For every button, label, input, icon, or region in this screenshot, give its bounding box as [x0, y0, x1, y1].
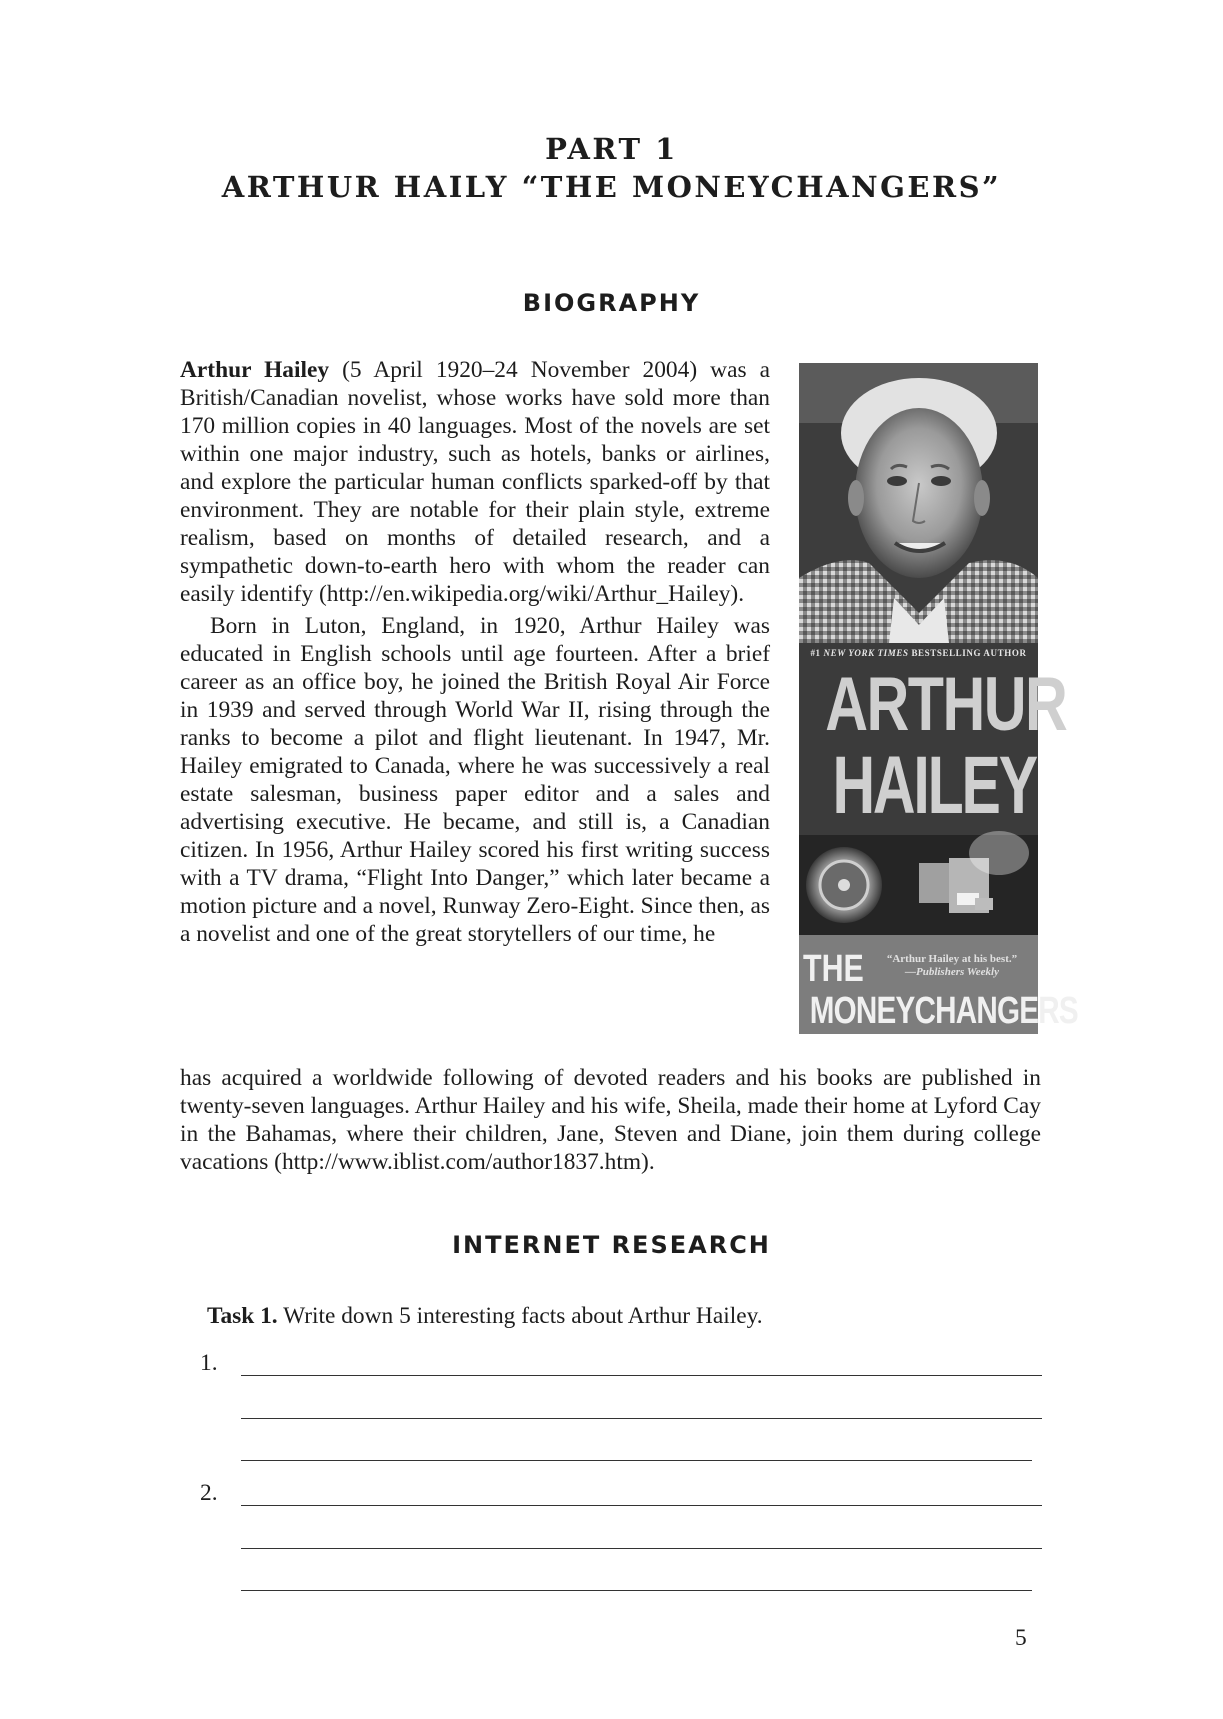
cover-quote-source: —Publishers Weekly	[904, 966, 999, 978]
page-number: 5	[1015, 1625, 1027, 1651]
task-text: Write down 5 interesting facts about Arthur Hailey.	[277, 1303, 763, 1329]
book-title-heading: ARTHUR HAILY “THE MONEYCHANGERS”	[221, 170, 1002, 204]
answer-line[interactable]	[241, 1505, 1042, 1506]
biography-column	[180, 356, 770, 948]
biography-paragraph-1-text: (5 April 1920–24 November 2004) was a British/Canadian novelist, whose works have sold more than 170 million copies in 40 languages. Most of the novels are set within one major industry, such as hotels, banks or airlines, and explore the particular human conflicts sparked-off by that environment. They are notable for their plain style, extreme realism, based on months of detailed research, and a sympathetic down-to-earth hero with whom the reader can easily identify (http://en.wikipedia.org/wiki/Arthur_Hailey).	[180, 357, 770, 607]
cover-quote-text: “Arthur Hailey at his best.”	[886, 953, 1018, 965]
cover-tagline-number: #1	[810, 648, 821, 658]
internet-research-heading: INTERNET RESEARCH	[452, 1231, 771, 1259]
cover-author-first-name: ARTHUR	[825, 662, 1067, 747]
answer-number: 2.	[200, 1480, 218, 1506]
biography-paragraph-2-continued: has acquired a worldwide following of devoted readers and his books are published in twenty-seven languages. Arthur Hailey and his wife, Sheila, made their home at Lyford Cay in the Bahamas, where their children, Jane, Steven and Diane, join them during college vacations (http://www.iblist.com/author1837.htm).	[180, 1065, 1041, 1175]
cover-tagline-rest: BESTSELLING AUTHOR	[911, 648, 1027, 658]
cover-tagline	[799, 648, 1038, 658]
answer-block-1	[200, 1348, 1042, 1378]
cover-author-last-name: HAILEY	[832, 740, 1037, 831]
cover-title-the: THE	[803, 948, 864, 990]
answer-line[interactable]	[241, 1460, 1032, 1461]
answer-line[interactable]	[241, 1590, 1032, 1591]
answer-block-2	[200, 1478, 1042, 1508]
part-label: PART 1	[545, 132, 678, 166]
book-cover-image	[799, 363, 1078, 1034]
cover-quote	[877, 953, 1027, 979]
answer-number: 1.	[200, 1350, 218, 1376]
answer-line[interactable]	[241, 1418, 1042, 1419]
biography-paragraph-1	[180, 356, 770, 608]
biography-heading: BIOGRAPHY	[522, 289, 701, 317]
cover-tagline-paper: NEW YORK TIMES	[823, 648, 909, 658]
biography-paragraph-2: Born in Luton, England, in 1920, Arthur Hailey was educated in English schools until age fourteen. After a brief career as an office boy, he joined the British Royal Air Force in 1939 and served through World War II, rising through the ranks to become a pilot and flight lieutenant. In 1947, Mr. Hailey emigrated to Canada, where he was successively a real estate salesman, business paper editor and a sales and advertising executive. He became, and still is, a Canadian citizen. In 1956, Arthur Hailey scored his first writing success with a TV drama, “Flight Into Danger,” which later became a motion picture and a novel, Runway Zero-Eight. Since then, as a novelist and one of the great storytellers of our time, he	[180, 613, 770, 947]
cover-book-title: MONEYCHANGERS	[809, 990, 1078, 1032]
page-title	[0, 130, 1223, 206]
task-1	[207, 1302, 763, 1330]
answer-line[interactable]	[241, 1548, 1042, 1549]
task-label: Task 1.	[207, 1303, 278, 1329]
answer-line[interactable]	[241, 1375, 1042, 1376]
author-name: Arthur Hailey	[180, 357, 330, 383]
